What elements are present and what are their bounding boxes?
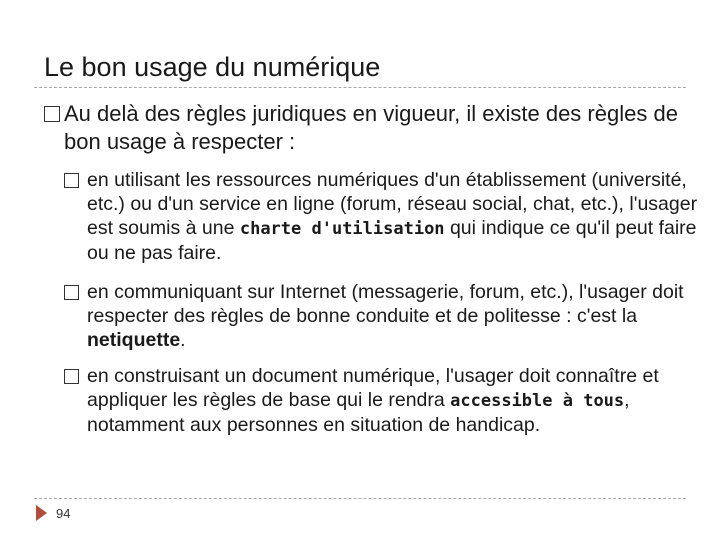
charte-utilisation-emphasis: charte d'utilisation [239, 219, 445, 239]
netiquette-emphasis: netiquette [87, 329, 181, 351]
checkbox-bullet-icon [64, 173, 79, 188]
list-item-text [64, 364, 704, 437]
list-item-text-before: en communiquant sur Internet (messagerie, forum, etc.), l'usager doit respecter des règles de bonne conduite et de politesse : c'est la [87, 281, 684, 327]
title-divider [34, 87, 686, 88]
list-item-text-before: en utilisant les ressources numériques d'un établissement (université, etc.) ou d'un service en ligne (forum, réseau social, chat, etc.), l'usager est soumis à une [87, 169, 698, 239]
intro-bullet [44, 100, 694, 156]
intro-text: Au delà des règles juridiques en vigueur, il existe des règles de bon usage à respecter : [64, 101, 678, 154]
accessible-emphasis: accessible à tous [450, 391, 625, 411]
list-item-text [64, 280, 704, 352]
list-item [64, 280, 704, 352]
list-item-text-after: . [180, 329, 186, 351]
list-item [64, 168, 704, 265]
list-item-text-before: en construisant un document numérique, l'usager doit connaître et appliquer les règles de base qui le rendra [87, 365, 659, 411]
checkbox-bullet-icon [44, 106, 60, 122]
list-item-text [64, 168, 704, 265]
list-item-text-after: , notamment aux personnes en situation de handicap. [87, 389, 630, 436]
list-item-text-after: qui indique ce qu'il peut faire ou ne pas faire. [87, 217, 697, 264]
list-item [64, 364, 704, 437]
page-number: 94 [56, 506, 71, 521]
footer-divider [34, 498, 686, 499]
checkbox-bullet-icon [64, 369, 79, 384]
page-marker-triangle-icon [36, 505, 47, 521]
checkbox-bullet-icon [64, 285, 79, 300]
slide-title: Le bon usage du numérique [44, 52, 381, 82]
